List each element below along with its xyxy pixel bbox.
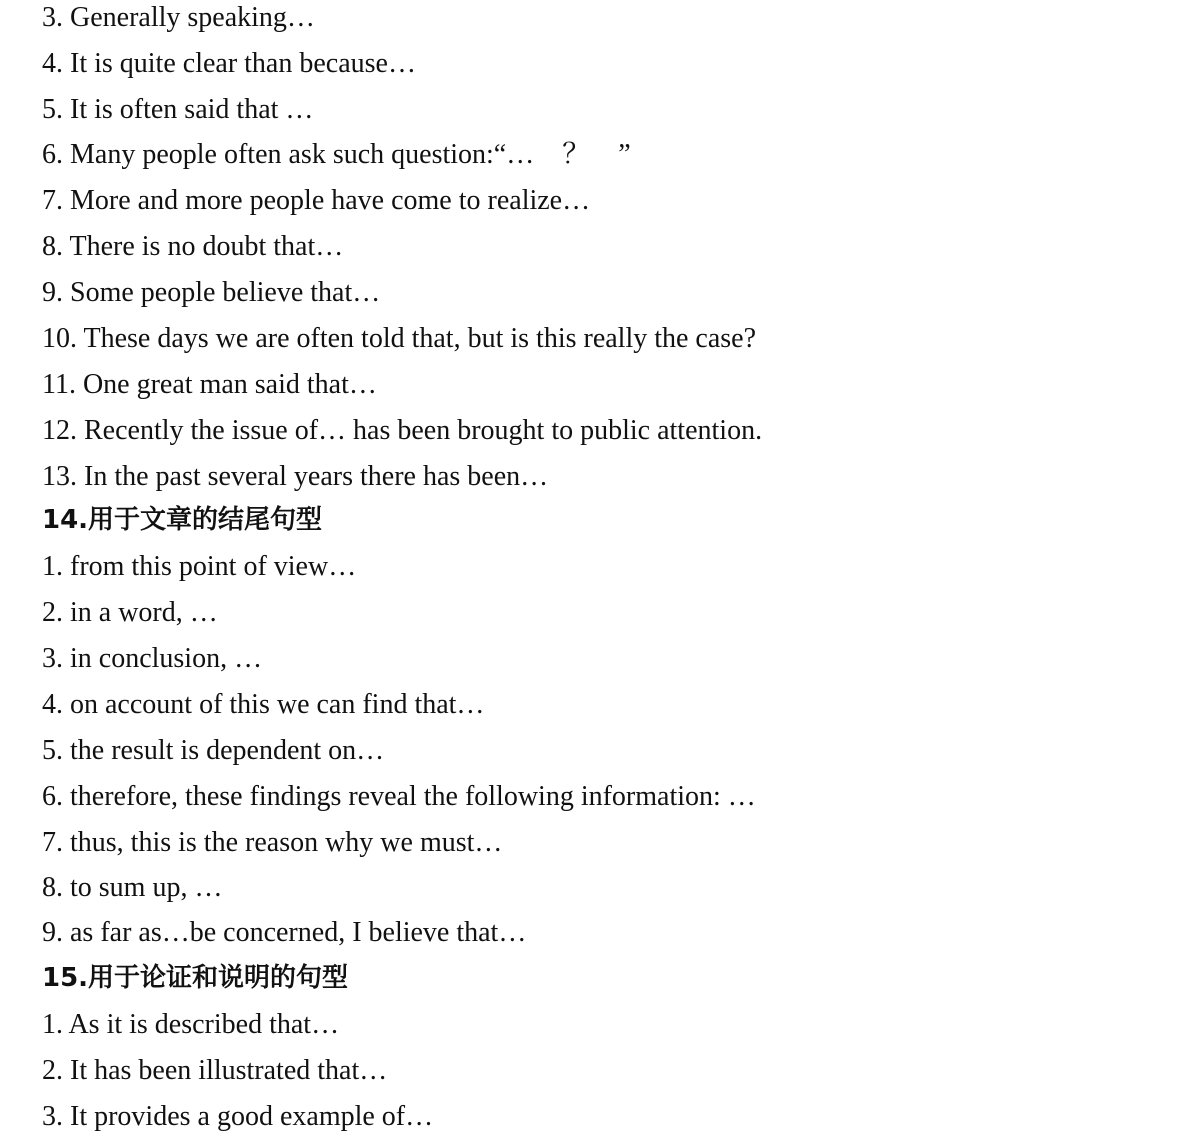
section-14-item-3: 3. in conclusion, … bbox=[42, 643, 263, 674]
section-15-heading: 15.用于论证和说明的句型 bbox=[42, 963, 349, 993]
intro-item-5: 5. It is often said that … bbox=[42, 94, 314, 125]
section-14-item-7: 7. thus, this is the reason why we must… bbox=[42, 827, 503, 858]
intro-item-3: 3. Generally speaking… bbox=[42, 2, 315, 33]
section-14-item-1: 1. from this point of view… bbox=[42, 551, 357, 582]
section-14-item-5: 5. the result is dependent on… bbox=[42, 735, 385, 766]
intro-item-6: 6. Many people often ask such question:“… ？ ” bbox=[42, 139, 631, 170]
section-15-item-3: 3. It provides a good example of… bbox=[42, 1101, 434, 1132]
section-14-heading: 14.用于文章的结尾句型 bbox=[42, 505, 323, 535]
intro-item-12: 12. Recently the issue of… has been brought to public attention. bbox=[42, 415, 763, 446]
section-14-item-9: 9. as far as…be concerned, I believe that… bbox=[42, 917, 527, 948]
intro-item-11: 11. One great man said that… bbox=[42, 369, 377, 400]
section-14-item-4: 4. on account of this we can find that… bbox=[42, 689, 485, 720]
section-14-item-6: 6. therefore, these findings reveal the following information: … bbox=[42, 781, 756, 812]
section-14-item-8: 8. to sum up, … bbox=[42, 872, 223, 903]
intro-item-7: 7. More and more people have come to realize… bbox=[42, 185, 591, 216]
intro-item-4: 4. It is quite clear than because… bbox=[42, 48, 416, 79]
intro-item-9: 9. Some people believe that… bbox=[42, 277, 381, 308]
section-15-item-1: 1. As it is described that… bbox=[42, 1009, 340, 1040]
intro-item-13: 13. In the past several years there has been… bbox=[42, 461, 549, 492]
section-14-item-2: 2. in a word, … bbox=[42, 597, 218, 628]
section-15-item-2: 2. It has been illustrated that… bbox=[42, 1055, 388, 1086]
intro-item-8: 8. There is no doubt that… bbox=[42, 231, 344, 262]
intro-item-10: 10. These days we are often told that, but is this really the case? bbox=[42, 323, 757, 354]
